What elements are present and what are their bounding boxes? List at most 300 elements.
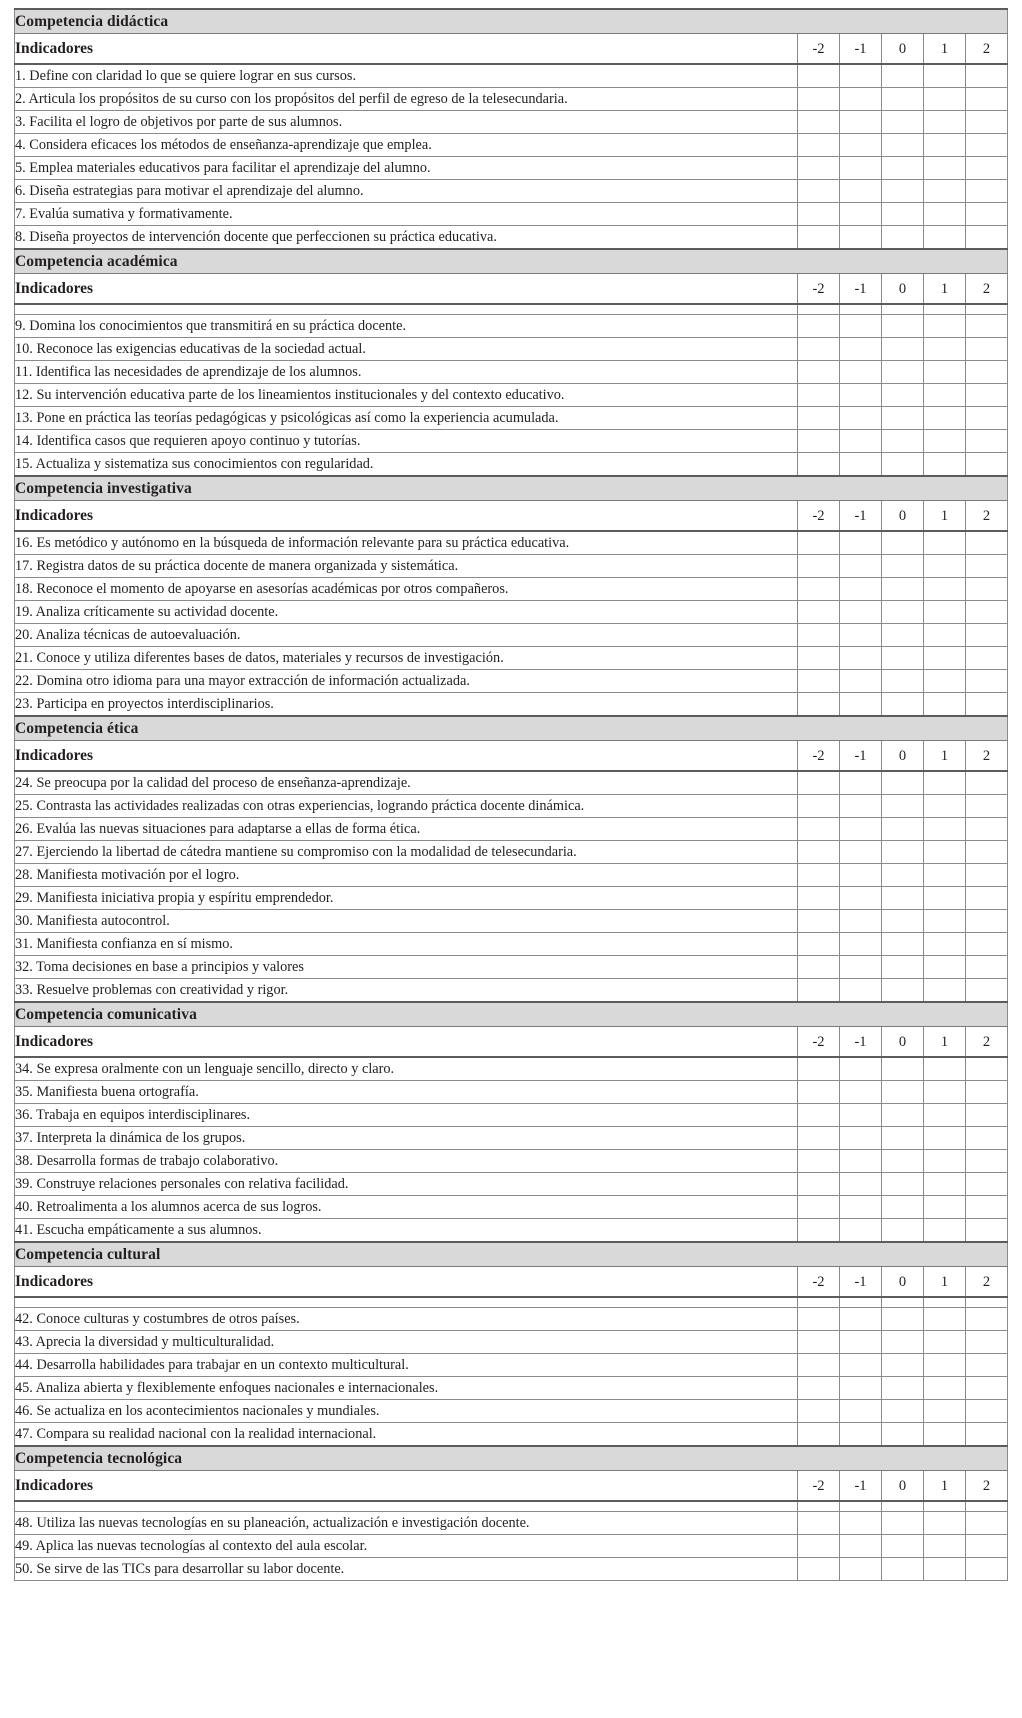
rating-cell[interactable] bbox=[882, 203, 924, 226]
rating-cell[interactable] bbox=[798, 1400, 840, 1423]
rating-cell[interactable] bbox=[924, 384, 966, 407]
rating-cell[interactable] bbox=[924, 578, 966, 601]
rating-cell[interactable] bbox=[882, 578, 924, 601]
rating-cell[interactable] bbox=[924, 1219, 966, 1243]
scale-header-cell: 1 bbox=[924, 501, 966, 532]
rating-cell[interactable] bbox=[924, 88, 966, 111]
rating-cell[interactable] bbox=[882, 624, 924, 647]
rating-cell[interactable] bbox=[840, 226, 882, 250]
rating-cell[interactable] bbox=[798, 304, 840, 315]
rating-cell[interactable] bbox=[966, 134, 1008, 157]
rating-cell[interactable] bbox=[798, 1501, 840, 1512]
rating-cell[interactable] bbox=[882, 1196, 924, 1219]
rating-cell[interactable] bbox=[798, 1081, 840, 1104]
rating-cell[interactable] bbox=[924, 933, 966, 956]
rating-cell[interactable] bbox=[966, 771, 1008, 795]
rating-cell[interactable] bbox=[840, 1173, 882, 1196]
rating-cell[interactable] bbox=[882, 453, 924, 477]
rating-cell[interactable] bbox=[924, 601, 966, 624]
rating-cell[interactable] bbox=[966, 430, 1008, 453]
rating-cell[interactable] bbox=[924, 430, 966, 453]
indicator-text: 46. Se actualiza en los acontecimientos nacionales y mundiales. bbox=[15, 1400, 798, 1423]
rating-cell[interactable] bbox=[882, 226, 924, 250]
scale-header-cell: -1 bbox=[840, 274, 882, 305]
indicator-text: 48. Utiliza las nuevas tecnologías en su planeación, actualización e investigación docente. bbox=[15, 1512, 798, 1535]
rating-cell[interactable] bbox=[840, 933, 882, 956]
rating-cell[interactable] bbox=[798, 1535, 840, 1558]
rating-cell[interactable] bbox=[882, 771, 924, 795]
rating-cell[interactable] bbox=[840, 361, 882, 384]
rating-cell[interactable] bbox=[924, 1535, 966, 1558]
rating-cell[interactable] bbox=[966, 1150, 1008, 1173]
rating-cell[interactable] bbox=[840, 1150, 882, 1173]
rating-cell[interactable] bbox=[966, 555, 1008, 578]
scale-header-cell: -2 bbox=[798, 741, 840, 772]
rating-cell[interactable] bbox=[798, 226, 840, 250]
rating-cell[interactable] bbox=[840, 1558, 882, 1581]
rating-cell[interactable] bbox=[924, 670, 966, 693]
rating-cell[interactable] bbox=[882, 304, 924, 315]
rating-cell[interactable] bbox=[966, 1173, 1008, 1196]
rating-cell[interactable] bbox=[966, 88, 1008, 111]
rating-cell[interactable] bbox=[882, 818, 924, 841]
rating-cell[interactable] bbox=[966, 910, 1008, 933]
rating-cell[interactable] bbox=[840, 407, 882, 430]
rating-cell[interactable] bbox=[966, 64, 1008, 88]
rating-cell[interactable] bbox=[966, 1354, 1008, 1377]
rating-cell[interactable] bbox=[798, 111, 840, 134]
rating-cell[interactable] bbox=[966, 601, 1008, 624]
rating-cell[interactable] bbox=[798, 1331, 840, 1354]
rating-cell[interactable] bbox=[924, 226, 966, 250]
rating-cell[interactable] bbox=[882, 1057, 924, 1081]
rating-cell[interactable] bbox=[966, 1501, 1008, 1512]
rating-cell[interactable] bbox=[966, 111, 1008, 134]
rating-cell[interactable] bbox=[882, 180, 924, 203]
rating-cell[interactable] bbox=[924, 1104, 966, 1127]
rating-cell[interactable] bbox=[882, 555, 924, 578]
indicator-text: 10. Reconoce las exigencias educativas de la sociedad actual. bbox=[15, 338, 798, 361]
indicator-text: 34. Se expresa oralmente con un lenguaje sencillo, directo y claro. bbox=[15, 1057, 798, 1081]
rating-cell[interactable] bbox=[840, 315, 882, 338]
rating-cell[interactable] bbox=[924, 1354, 966, 1377]
rating-cell[interactable] bbox=[924, 693, 966, 717]
rating-cell[interactable] bbox=[966, 933, 1008, 956]
rating-cell[interactable] bbox=[924, 134, 966, 157]
rating-cell[interactable] bbox=[798, 841, 840, 864]
scale-header-cell: -1 bbox=[840, 501, 882, 532]
rating-cell[interactable] bbox=[966, 956, 1008, 979]
rating-cell[interactable] bbox=[966, 1535, 1008, 1558]
rating-cell[interactable] bbox=[798, 1150, 840, 1173]
rating-cell[interactable] bbox=[924, 864, 966, 887]
rating-cell[interactable] bbox=[840, 1400, 882, 1423]
scale-header-cell: -2 bbox=[798, 274, 840, 305]
rating-cell[interactable] bbox=[924, 1081, 966, 1104]
rating-cell[interactable] bbox=[798, 157, 840, 180]
rating-cell[interactable] bbox=[798, 910, 840, 933]
rating-cell[interactable] bbox=[882, 1127, 924, 1150]
rating-cell[interactable] bbox=[798, 203, 840, 226]
rating-cell[interactable] bbox=[798, 578, 840, 601]
rating-cell[interactable] bbox=[924, 1057, 966, 1081]
rating-cell[interactable] bbox=[882, 979, 924, 1003]
rating-cell[interactable] bbox=[798, 601, 840, 624]
rating-cell[interactable] bbox=[798, 1196, 840, 1219]
scale-header-cell: 1 bbox=[924, 1267, 966, 1298]
rating-cell[interactable] bbox=[924, 64, 966, 88]
rating-cell[interactable] bbox=[798, 771, 840, 795]
rating-cell[interactable] bbox=[882, 1377, 924, 1400]
scale-header-cell: 2 bbox=[966, 274, 1008, 305]
indicator-text: 4. Considera eficaces los métodos de enseñanza-aprendizaje que emplea. bbox=[15, 134, 798, 157]
rating-cell[interactable] bbox=[966, 226, 1008, 250]
rating-cell[interactable] bbox=[840, 1081, 882, 1104]
rating-cell[interactable] bbox=[798, 1423, 840, 1447]
rating-cell[interactable] bbox=[840, 304, 882, 315]
rating-cell[interactable] bbox=[840, 531, 882, 555]
rating-cell[interactable] bbox=[966, 693, 1008, 717]
rating-cell[interactable] bbox=[882, 647, 924, 670]
rating-cell[interactable] bbox=[798, 338, 840, 361]
rating-cell[interactable] bbox=[840, 338, 882, 361]
rating-cell[interactable] bbox=[798, 864, 840, 887]
rating-cell[interactable] bbox=[798, 134, 840, 157]
rating-cell[interactable] bbox=[798, 453, 840, 477]
rating-cell[interactable] bbox=[882, 795, 924, 818]
rating-cell[interactable] bbox=[840, 693, 882, 717]
rating-cell[interactable] bbox=[882, 601, 924, 624]
rating-cell[interactable] bbox=[966, 1104, 1008, 1127]
rating-cell[interactable] bbox=[840, 910, 882, 933]
rating-cell[interactable] bbox=[798, 88, 840, 111]
rating-cell[interactable] bbox=[798, 933, 840, 956]
rating-cell[interactable] bbox=[882, 864, 924, 887]
indicator-text: 1. Define con claridad lo que se quiere lograr en sus cursos. bbox=[15, 64, 798, 88]
rating-cell[interactable] bbox=[924, 1196, 966, 1219]
rating-cell[interactable] bbox=[840, 1057, 882, 1081]
rating-cell[interactable] bbox=[798, 1558, 840, 1581]
rating-cell[interactable] bbox=[882, 430, 924, 453]
rating-cell[interactable] bbox=[882, 887, 924, 910]
rating-cell[interactable] bbox=[840, 453, 882, 477]
rating-cell[interactable] bbox=[882, 956, 924, 979]
rating-cell[interactable] bbox=[924, 157, 966, 180]
rating-cell[interactable] bbox=[882, 407, 924, 430]
table-row bbox=[15, 203, 1008, 226]
rating-cell[interactable] bbox=[924, 1297, 966, 1308]
rating-cell[interactable] bbox=[966, 795, 1008, 818]
rating-cell[interactable] bbox=[924, 1331, 966, 1354]
rating-cell[interactable] bbox=[840, 1501, 882, 1512]
rating-cell[interactable] bbox=[966, 1558, 1008, 1581]
rating-cell[interactable] bbox=[840, 864, 882, 887]
rating-cell[interactable] bbox=[966, 304, 1008, 315]
rating-cell[interactable] bbox=[798, 887, 840, 910]
rating-cell[interactable] bbox=[798, 361, 840, 384]
rating-cell[interactable] bbox=[798, 430, 840, 453]
rating-cell[interactable] bbox=[798, 1512, 840, 1535]
rating-cell[interactable] bbox=[840, 1331, 882, 1354]
rating-cell[interactable] bbox=[798, 670, 840, 693]
rating-cell[interactable] bbox=[966, 531, 1008, 555]
rating-cell[interactable] bbox=[798, 1377, 840, 1400]
rating-cell[interactable] bbox=[798, 1308, 840, 1331]
indicators-header-row bbox=[15, 1471, 1008, 1502]
rating-cell[interactable] bbox=[840, 841, 882, 864]
rating-cell[interactable] bbox=[966, 407, 1008, 430]
rating-cell[interactable] bbox=[882, 933, 924, 956]
rating-cell[interactable] bbox=[882, 1558, 924, 1581]
rating-cell[interactable] bbox=[966, 578, 1008, 601]
rating-cell[interactable] bbox=[924, 956, 966, 979]
rating-cell[interactable] bbox=[882, 1354, 924, 1377]
rating-cell[interactable] bbox=[924, 361, 966, 384]
rating-cell[interactable] bbox=[882, 1297, 924, 1308]
rating-cell[interactable] bbox=[840, 670, 882, 693]
rating-cell[interactable] bbox=[966, 670, 1008, 693]
rating-cell[interactable] bbox=[966, 1219, 1008, 1243]
rating-cell[interactable] bbox=[966, 338, 1008, 361]
rating-cell[interactable] bbox=[966, 1377, 1008, 1400]
rating-cell[interactable] bbox=[798, 180, 840, 203]
rating-cell[interactable] bbox=[924, 304, 966, 315]
rating-cell[interactable] bbox=[924, 1150, 966, 1173]
rating-cell[interactable] bbox=[924, 1127, 966, 1150]
rating-cell[interactable] bbox=[882, 670, 924, 693]
rating-cell[interactable] bbox=[924, 531, 966, 555]
rating-cell[interactable] bbox=[798, 1219, 840, 1243]
rating-cell[interactable] bbox=[798, 818, 840, 841]
rating-cell[interactable] bbox=[798, 407, 840, 430]
indicator-text: 11. Identifica las necesidades de aprendizaje de los alumnos. bbox=[15, 361, 798, 384]
rating-cell[interactable] bbox=[840, 771, 882, 795]
rating-cell[interactable] bbox=[882, 88, 924, 111]
rating-cell[interactable] bbox=[840, 1297, 882, 1308]
rating-cell[interactable] bbox=[882, 841, 924, 864]
scale-header-cell: 2 bbox=[966, 1267, 1008, 1298]
rating-cell[interactable] bbox=[966, 1127, 1008, 1150]
rating-cell[interactable] bbox=[798, 1173, 840, 1196]
rating-cell[interactable] bbox=[966, 864, 1008, 887]
table-row bbox=[15, 1196, 1008, 1219]
rating-cell[interactable] bbox=[966, 1196, 1008, 1219]
rating-cell[interactable] bbox=[840, 134, 882, 157]
rating-cell[interactable] bbox=[840, 430, 882, 453]
rating-cell[interactable] bbox=[882, 1150, 924, 1173]
indicator-text: 16. Es metódico y autónomo en la búsqueda de información relevante para su práctica educativa. bbox=[15, 531, 798, 555]
rating-cell[interactable] bbox=[840, 555, 882, 578]
rating-cell[interactable] bbox=[882, 1535, 924, 1558]
rating-cell[interactable] bbox=[966, 1308, 1008, 1331]
rating-cell[interactable] bbox=[966, 157, 1008, 180]
section-title: Competencia comunicativa bbox=[15, 1002, 1008, 1027]
rating-cell[interactable] bbox=[882, 157, 924, 180]
rating-cell[interactable] bbox=[882, 315, 924, 338]
rating-cell[interactable] bbox=[966, 1512, 1008, 1535]
rating-cell[interactable] bbox=[798, 693, 840, 717]
rating-cell[interactable] bbox=[924, 887, 966, 910]
indicators-label: Indicadores bbox=[15, 741, 798, 772]
rating-cell[interactable] bbox=[840, 956, 882, 979]
rating-cell[interactable] bbox=[840, 624, 882, 647]
rating-cell[interactable] bbox=[924, 111, 966, 134]
rating-cell[interactable] bbox=[966, 1331, 1008, 1354]
rating-cell[interactable] bbox=[924, 771, 966, 795]
rating-cell[interactable] bbox=[966, 453, 1008, 477]
rating-cell[interactable] bbox=[798, 64, 840, 88]
rating-cell[interactable] bbox=[840, 1219, 882, 1243]
rating-cell[interactable] bbox=[882, 1400, 924, 1423]
rating-cell[interactable] bbox=[924, 979, 966, 1003]
rating-cell[interactable] bbox=[882, 1512, 924, 1535]
rating-cell[interactable] bbox=[798, 384, 840, 407]
rating-cell[interactable] bbox=[798, 956, 840, 979]
rating-cell[interactable] bbox=[840, 887, 882, 910]
rating-cell[interactable] bbox=[840, 157, 882, 180]
rating-cell[interactable] bbox=[798, 1297, 840, 1308]
rating-cell[interactable] bbox=[924, 407, 966, 430]
rating-cell[interactable] bbox=[882, 64, 924, 88]
rating-cell[interactable] bbox=[882, 1423, 924, 1447]
rating-cell[interactable] bbox=[924, 818, 966, 841]
rating-cell[interactable] bbox=[966, 180, 1008, 203]
rating-cell[interactable] bbox=[840, 1535, 882, 1558]
rating-cell[interactable] bbox=[798, 795, 840, 818]
rating-cell[interactable] bbox=[840, 1104, 882, 1127]
rating-cell[interactable] bbox=[882, 1331, 924, 1354]
rating-cell[interactable] bbox=[798, 555, 840, 578]
rating-cell[interactable] bbox=[924, 624, 966, 647]
rating-cell[interactable] bbox=[840, 647, 882, 670]
table-row bbox=[15, 531, 1008, 555]
rating-cell[interactable] bbox=[840, 1308, 882, 1331]
rating-cell[interactable] bbox=[966, 315, 1008, 338]
rating-cell[interactable] bbox=[840, 203, 882, 226]
rating-cell[interactable] bbox=[882, 1081, 924, 1104]
rating-cell[interactable] bbox=[882, 1173, 924, 1196]
indicator-text: 2. Articula los propósitos de su curso con los propósitos del perfil de egreso de la telesecundaria. bbox=[15, 88, 798, 111]
rating-cell[interactable] bbox=[924, 1308, 966, 1331]
rating-cell[interactable] bbox=[924, 1558, 966, 1581]
rating-cell[interactable] bbox=[966, 818, 1008, 841]
rating-cell[interactable] bbox=[966, 1400, 1008, 1423]
table-row bbox=[15, 818, 1008, 841]
rating-cell[interactable] bbox=[882, 1104, 924, 1127]
rating-cell[interactable] bbox=[924, 647, 966, 670]
rating-cell[interactable] bbox=[840, 1127, 882, 1150]
table-row bbox=[15, 384, 1008, 407]
rating-cell[interactable] bbox=[798, 531, 840, 555]
rating-cell[interactable] bbox=[798, 315, 840, 338]
rating-cell[interactable] bbox=[882, 531, 924, 555]
rating-cell[interactable] bbox=[798, 1354, 840, 1377]
rating-cell[interactable] bbox=[966, 647, 1008, 670]
rating-cell[interactable] bbox=[966, 624, 1008, 647]
rating-cell[interactable] bbox=[966, 384, 1008, 407]
rating-cell[interactable] bbox=[924, 203, 966, 226]
table-row bbox=[15, 1150, 1008, 1173]
rating-cell[interactable] bbox=[924, 1377, 966, 1400]
rating-cell[interactable] bbox=[924, 1173, 966, 1196]
rating-cell[interactable] bbox=[924, 315, 966, 338]
rating-cell[interactable] bbox=[840, 795, 882, 818]
rating-cell[interactable] bbox=[840, 1512, 882, 1535]
rating-cell[interactable] bbox=[882, 910, 924, 933]
rating-cell[interactable] bbox=[924, 180, 966, 203]
rating-cell[interactable] bbox=[840, 979, 882, 1003]
rating-cell[interactable] bbox=[966, 979, 1008, 1003]
scale-header-cell: 0 bbox=[882, 1027, 924, 1058]
section-title: Competencia didáctica bbox=[15, 9, 1008, 34]
indicators-label: Indicadores bbox=[15, 501, 798, 532]
rating-cell[interactable] bbox=[924, 555, 966, 578]
rating-cell[interactable] bbox=[840, 1377, 882, 1400]
rating-cell[interactable] bbox=[966, 203, 1008, 226]
rating-cell[interactable] bbox=[966, 1057, 1008, 1081]
rating-cell[interactable] bbox=[966, 361, 1008, 384]
rating-cell[interactable] bbox=[924, 795, 966, 818]
rating-cell[interactable] bbox=[882, 111, 924, 134]
table-row bbox=[15, 624, 1008, 647]
rating-cell[interactable] bbox=[840, 578, 882, 601]
rating-cell[interactable] bbox=[882, 384, 924, 407]
rating-cell[interactable] bbox=[966, 841, 1008, 864]
rating-cell[interactable] bbox=[882, 361, 924, 384]
rating-cell[interactable] bbox=[840, 180, 882, 203]
indicator-text: 35. Manifiesta buena ortografía. bbox=[15, 1081, 798, 1104]
rating-cell[interactable] bbox=[798, 979, 840, 1003]
rating-cell[interactable] bbox=[840, 1196, 882, 1219]
rating-cell[interactable] bbox=[924, 910, 966, 933]
rating-cell[interactable] bbox=[924, 1423, 966, 1447]
rating-cell[interactable] bbox=[882, 693, 924, 717]
rating-cell[interactable] bbox=[966, 887, 1008, 910]
rating-cell[interactable] bbox=[882, 1219, 924, 1243]
indicator-text: 42. Conoce culturas y costumbres de otros países. bbox=[15, 1308, 798, 1331]
rating-cell[interactable] bbox=[840, 64, 882, 88]
rating-cell[interactable] bbox=[924, 338, 966, 361]
rating-cell[interactable] bbox=[798, 1104, 840, 1127]
rating-cell[interactable] bbox=[882, 1308, 924, 1331]
rating-cell[interactable] bbox=[966, 1297, 1008, 1308]
rating-cell[interactable] bbox=[924, 841, 966, 864]
rating-cell[interactable] bbox=[840, 601, 882, 624]
scale-header-cell: -2 bbox=[798, 501, 840, 532]
rating-cell[interactable] bbox=[882, 1501, 924, 1512]
rating-cell[interactable] bbox=[840, 111, 882, 134]
rating-cell[interactable] bbox=[924, 1400, 966, 1423]
rating-cell[interactable] bbox=[966, 1081, 1008, 1104]
rating-cell[interactable] bbox=[840, 1354, 882, 1377]
rating-cell[interactable] bbox=[840, 1423, 882, 1447]
rating-cell[interactable] bbox=[924, 1501, 966, 1512]
rating-cell[interactable] bbox=[882, 338, 924, 361]
rating-cell[interactable] bbox=[840, 384, 882, 407]
rating-cell[interactable] bbox=[798, 647, 840, 670]
rating-cell[interactable] bbox=[966, 1423, 1008, 1447]
rating-cell[interactable] bbox=[924, 1512, 966, 1535]
rating-cell[interactable] bbox=[840, 88, 882, 111]
rating-cell[interactable] bbox=[840, 818, 882, 841]
section-header-row bbox=[15, 716, 1008, 741]
rating-cell[interactable] bbox=[882, 134, 924, 157]
rating-cell[interactable] bbox=[924, 453, 966, 477]
rating-cell[interactable] bbox=[798, 624, 840, 647]
rating-cell[interactable] bbox=[798, 1127, 840, 1150]
rating-cell[interactable] bbox=[798, 1057, 840, 1081]
indicator-text: 15. Actualiza y sistematiza sus conocimientos con regularidad. bbox=[15, 453, 798, 477]
